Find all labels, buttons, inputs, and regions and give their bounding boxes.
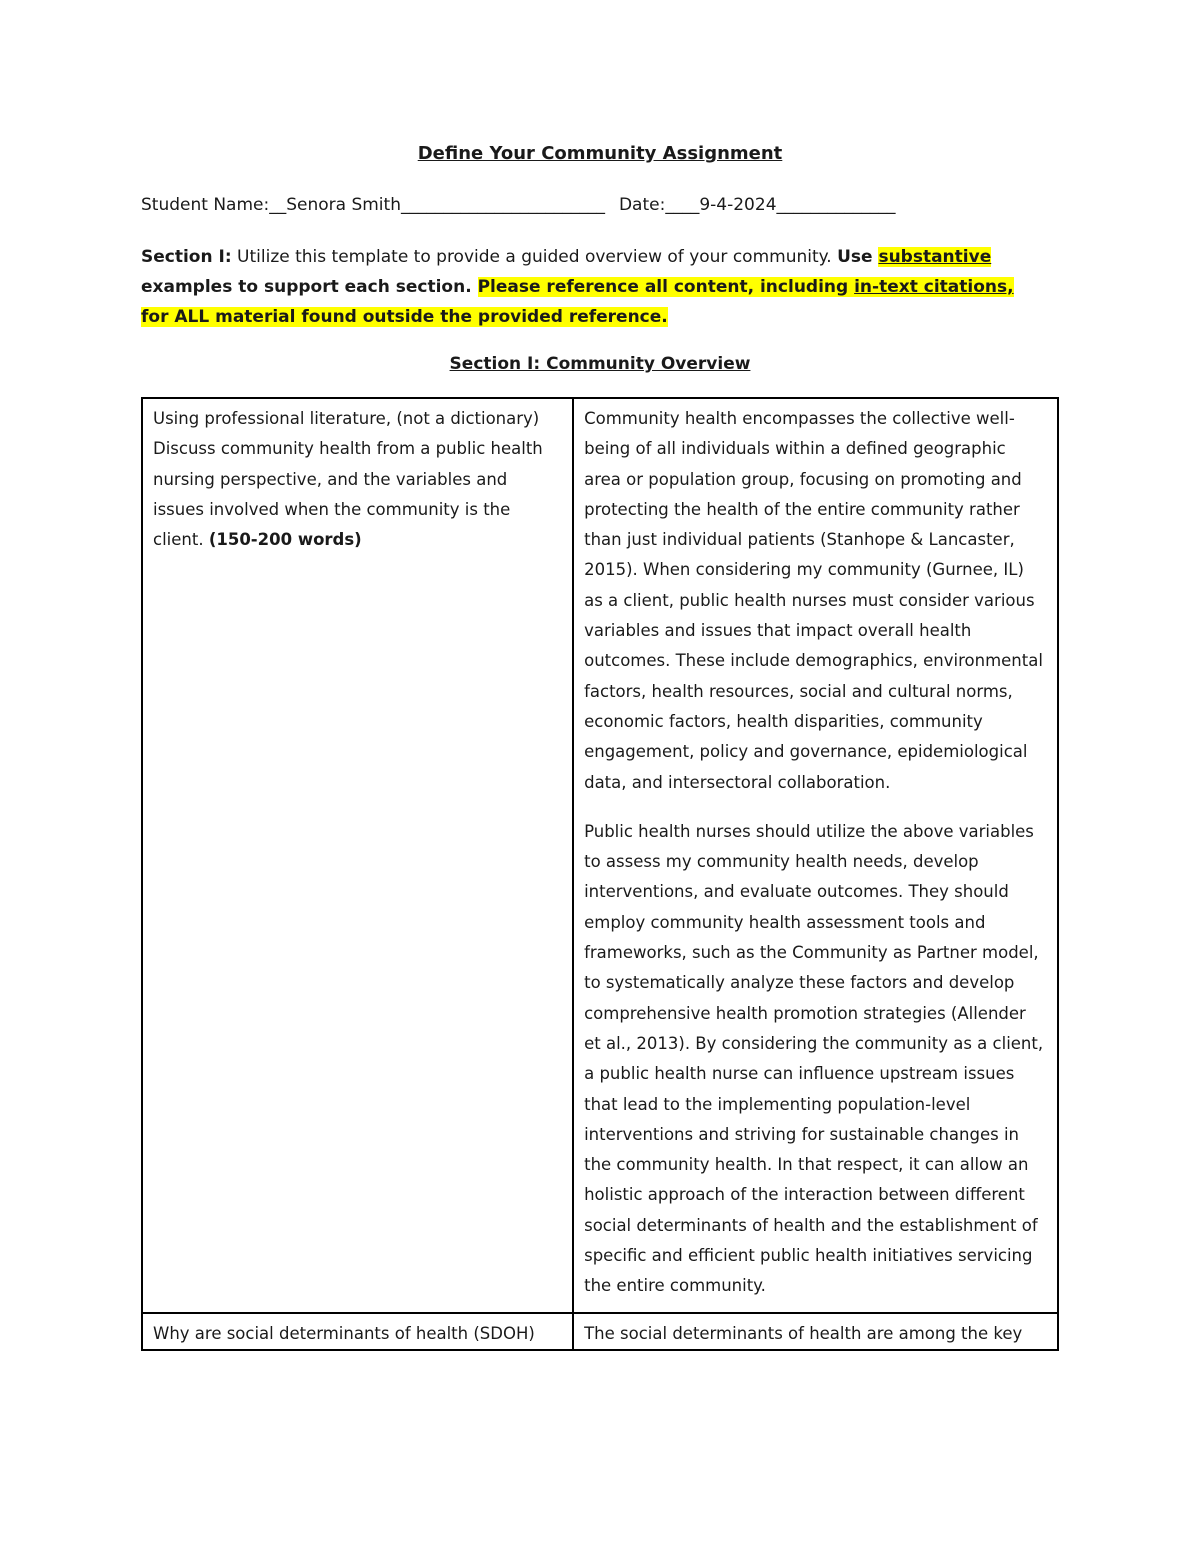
- instructions-highlight-2: for ALL material found outside the provided reference.: [141, 307, 668, 327]
- instructions-text-2: examples to support each section.: [141, 277, 478, 297]
- question-cell: [142, 398, 573, 1313]
- answer-cell: [573, 398, 1058, 1313]
- section-heading: Section I: Community Overview: [449, 354, 751, 374]
- table-row: [142, 398, 1058, 1313]
- section-label: Section I:: [141, 247, 232, 267]
- answer-cell: The social determinants of health are among the key: [573, 1313, 1058, 1350]
- instructions-citations: in-text citations,: [854, 277, 1014, 297]
- instructions-highlight-1: Please reference all content, including: [477, 277, 855, 297]
- document-title: Define Your Community Assignment: [417, 143, 783, 164]
- answer-paragraph: Public health nurses should utilize the above variables to assess my community health needs, develop interventions, and evaluate outcomes. They should employ community health assessment tools and frameworks, such as the Community as Partner model, to systematically analyze these factors and develop comprehensive health promotion strategies (Allender et al., 2013). By considering the community as a client, a public health nurse can influence upstream issues that lead to the implementing population-level interventions and striving for sustainable changes in the community health. In that respect, it can allow an holistic approach of the interaction between different social determinants of health and the establishment of specific and efficient public health initiatives servicing the entire community.: [584, 821, 1044, 1296]
- instructions-paragraph: [141, 242, 1041, 332]
- date-block: [619, 195, 896, 215]
- instructions-substantive: substantive: [878, 247, 992, 267]
- question-cell: Why are social determinants of health (SDOH): [142, 1313, 573, 1350]
- instructions-text-1: Utilize this template to provide a guided overview of your community.: [231, 247, 838, 267]
- table-row: [142, 1313, 1058, 1350]
- instructions-use: Use: [837, 247, 879, 267]
- date-value: ____9-4-2024______________: [665, 195, 896, 215]
- student-info-line: [141, 195, 896, 215]
- student-name-label: Student Name:: [141, 195, 270, 215]
- answer-paragraph: Community health encompasses the collective well-being of all individuals within a defined geographic area or population group, focusing on promoting and protecting the health of the entire community rather than just individual patients (Stanhope & Lancaster, 2015). When considering my community (Gurnee, IL) as a client, public health nurses must consider various variables and issues that impact overall health outcomes. These include demographics, environmental factors, health resources, social and cultural norms, economic factors, health disparities, community engagement, policy and governance, epidemiological data, and intersectoral collaboration.: [584, 409, 1043, 792]
- word-count-note: (150-200 words): [208, 530, 362, 550]
- question-text: Using professional literature, (not a dictionary) Discuss community health from a public health nursing perspective, and the variables and issues involved when the community is the client.: [153, 409, 543, 550]
- student-name-value: __Senora Smith________________________: [269, 195, 605, 215]
- date-label: Date:: [618, 195, 666, 215]
- community-overview-table: [141, 397, 1059, 1351]
